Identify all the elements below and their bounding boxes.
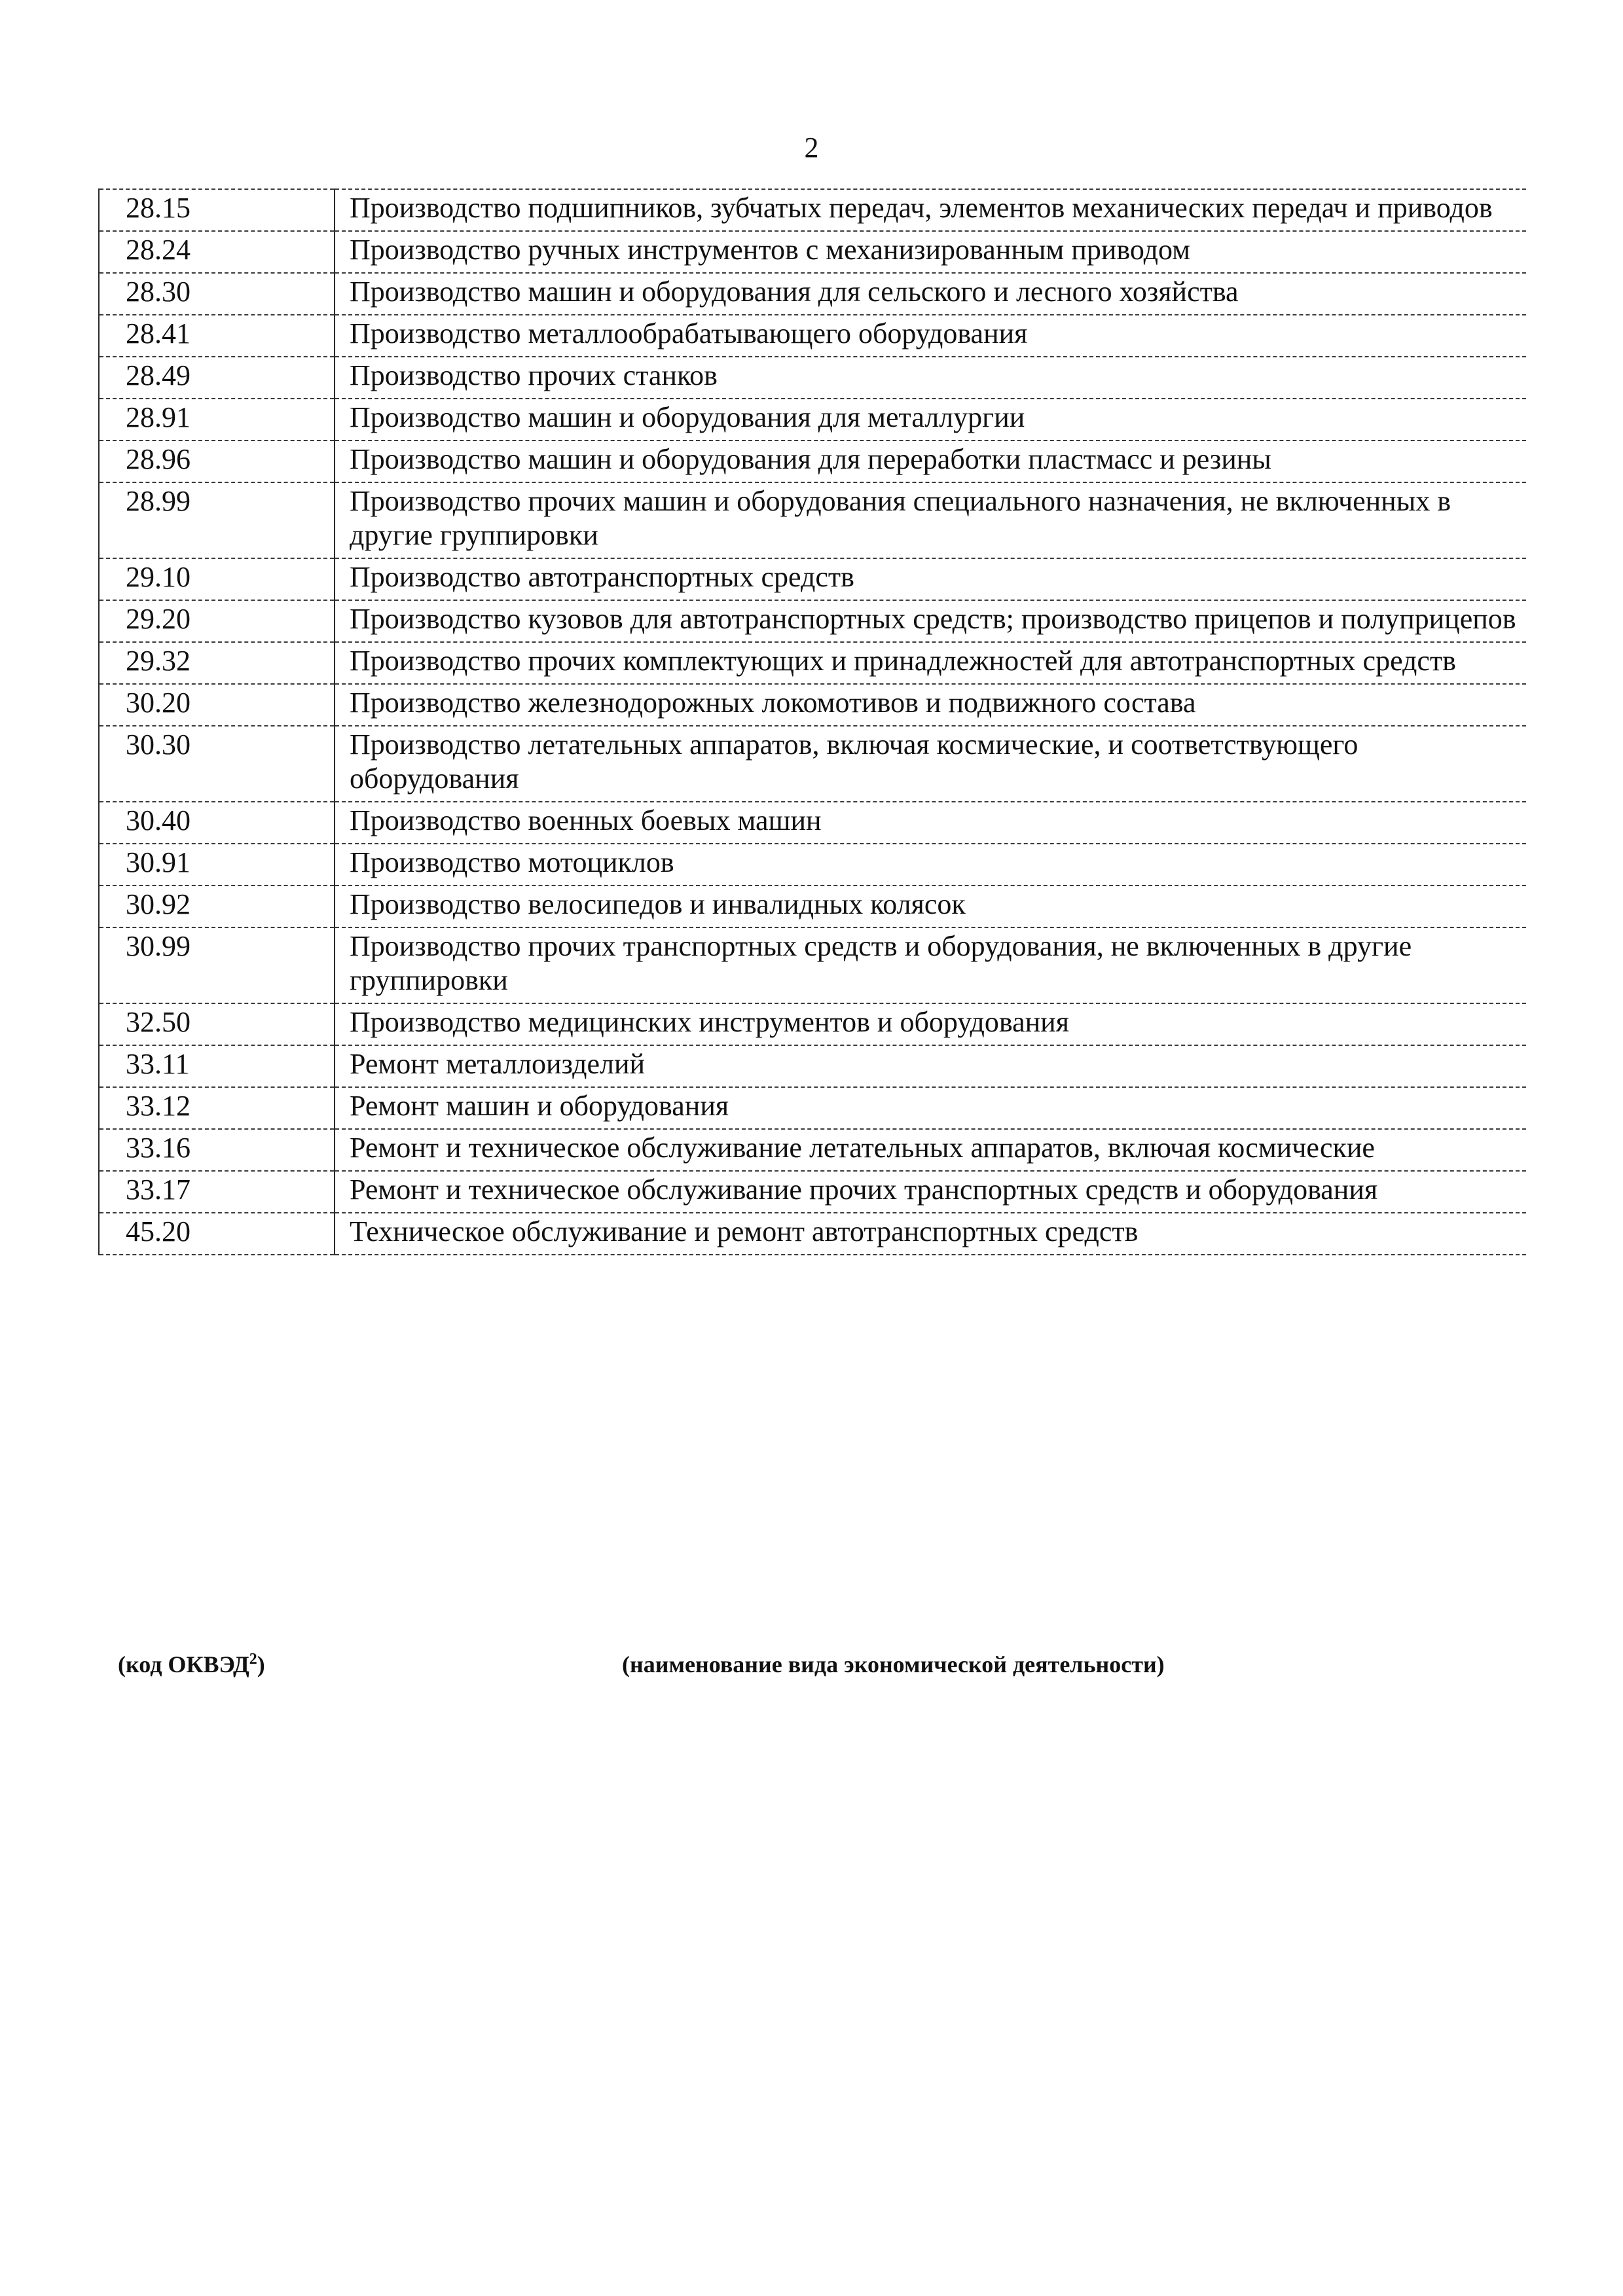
table-row (99, 684, 1526, 726)
okved-code-cell: 30.91 (99, 844, 335, 886)
okved-code-cell: 33.11 (99, 1045, 335, 1087)
table-row (99, 886, 1526, 927)
okved-code-cell: 33.12 (99, 1087, 335, 1129)
okved-code-cell: 29.32 (99, 642, 335, 684)
table-row (99, 231, 1526, 273)
table-row (99, 802, 1526, 844)
okved-code-cell: 45.20 (99, 1213, 335, 1255)
table-row (99, 273, 1526, 315)
activity-name-cell: Производство военных боевых машин (335, 802, 1526, 844)
okved-code-caption (118, 1651, 265, 1678)
okved-code-cell: 33.17 (99, 1171, 335, 1213)
okved-code-cell: 32.50 (99, 1003, 335, 1045)
okved-code-cell: 29.10 (99, 558, 335, 600)
okved-code-cell: 30.30 (99, 726, 335, 802)
table-body (99, 189, 1526, 1255)
table-row (99, 440, 1526, 482)
activity-name-cell: Производство медицинских инструментов и оборудования (335, 1003, 1526, 1045)
okved-code-cell: 28.99 (99, 482, 335, 558)
table-row (99, 189, 1526, 231)
activity-name-cell: Производство машин и оборудования для металлургии (335, 399, 1526, 440)
activity-name-cell: Производство кузовов для автотранспортных средств; производство прицепов и полуприцепов (335, 600, 1526, 642)
activity-name-cell: Производство ручных инструментов с механизированным приводом (335, 231, 1526, 273)
activity-name-cell: Производство подшипников, зубчатых передач, элементов механических передач и приводов (335, 189, 1526, 231)
table-row (99, 600, 1526, 642)
table-captions (98, 1651, 1525, 1690)
activity-name-cell: Производство машин и оборудования для переработки пластмасс и резины (335, 440, 1526, 482)
table-row (99, 1087, 1526, 1129)
table-row (99, 726, 1526, 802)
okved-code-cell: 28.30 (99, 273, 335, 315)
activity-name-cell: Производство автотранспортных средств (335, 558, 1526, 600)
okved-code-cell: 28.96 (99, 440, 335, 482)
okved-code-cell: 30.40 (99, 802, 335, 844)
activity-name-cell: Производство металлообрабатывающего оборудования (335, 315, 1526, 357)
okved-activities-table (98, 188, 1526, 1255)
activity-name-cell: Ремонт и техническое обслуживание летательных аппаратов, включая космические (335, 1129, 1526, 1171)
okved-code-caption-close: ) (257, 1651, 265, 1677)
activity-name-cell: Производство прочих комплектующих и принадлежностей для автотранспортных средств (335, 642, 1526, 684)
table-row (99, 1003, 1526, 1045)
page-number: 2 (804, 132, 819, 164)
table-row (99, 315, 1526, 357)
okved-code-cell: 28.24 (99, 231, 335, 273)
okved-code-caption-text: (код ОКВЭД (118, 1651, 249, 1677)
okved-code-cell: 28.15 (99, 189, 335, 231)
activity-name-cell: Производство железнодорожных локомотивов и подвижного состава (335, 684, 1526, 726)
okved-code-cell: 28.49 (99, 357, 335, 399)
table-row (99, 1171, 1526, 1213)
table-row (99, 1213, 1526, 1255)
table-row (99, 1045, 1526, 1087)
okved-code-cell: 30.92 (99, 886, 335, 927)
activity-name-cell: Производство летательных аппаратов, включая космические, и соответствующего оборудования (335, 726, 1526, 802)
table-row (99, 1129, 1526, 1171)
activity-name-cell: Техническое обслуживание и ремонт автотранспортных средств (335, 1213, 1526, 1255)
activity-name-cell: Производство мотоциклов (335, 844, 1526, 886)
activity-name-cell: Ремонт и техническое обслуживание прочих транспортных средств и оборудования (335, 1171, 1526, 1213)
okved-code-cell: 28.41 (99, 315, 335, 357)
table-row (99, 844, 1526, 886)
table-row (99, 357, 1526, 399)
table-row (99, 642, 1526, 684)
footnote-marker: 2 (249, 1651, 257, 1668)
activity-name-cell: Производство прочих станков (335, 357, 1526, 399)
okved-code-cell: 33.16 (99, 1129, 335, 1171)
activity-name-cell: Производство машин и оборудования для сельского и лесного хозяйства (335, 273, 1526, 315)
activity-name-cell: Производство прочих транспортных средств и оборудования, не включенных в другие группировки (335, 927, 1526, 1003)
okved-code-cell: 28.91 (99, 399, 335, 440)
okved-code-cell: 29.20 (99, 600, 335, 642)
table-row (99, 927, 1526, 1003)
activity-name-cell: Производство велосипедов и инвалидных колясок (335, 886, 1526, 927)
table-row (99, 558, 1526, 600)
table-row (99, 399, 1526, 440)
activity-name-cell: Ремонт металлоизделий (335, 1045, 1526, 1087)
table-row (99, 482, 1526, 558)
activity-name-caption: (наименование вида экономической деятельности) (622, 1651, 1165, 1677)
okved-code-cell: 30.20 (99, 684, 335, 726)
activity-name-cell: Ремонт машин и оборудования (335, 1087, 1526, 1129)
activity-name-cell: Производство прочих машин и оборудования специального назначения, не включенных в другие группировки (335, 482, 1526, 558)
okved-code-cell: 30.99 (99, 927, 335, 1003)
